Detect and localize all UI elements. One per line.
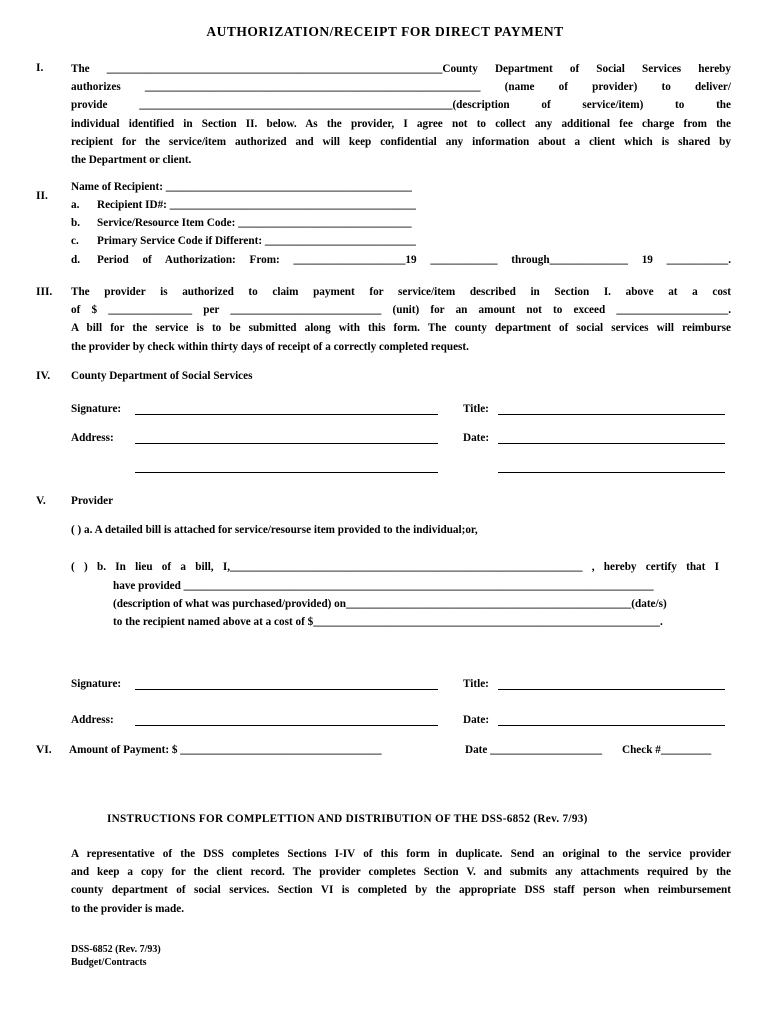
option-b-line-1: ( ) b. In lieu of a bill, I,_______________________________________________________________ , hereby certify that I bbox=[71, 561, 719, 573]
section-3-line-1: The provider is authorized to claim payment for service/item described in Section I. above at a cost bbox=[71, 286, 731, 298]
provider-title-line[interactable] bbox=[498, 689, 725, 690]
section-3-line-2[interactable]: of $ _______________ per ___________________________ (unit) for an amount not to exceed ____________________. bbox=[71, 304, 731, 317]
check-number-field[interactable]: Check #_________ bbox=[622, 744, 712, 756]
provider-date-label: Date: bbox=[463, 714, 490, 726]
section-2-numeral: II. bbox=[36, 190, 48, 202]
section-1-line-5: recipient for the service/item authorized and will keep confidential any information about a client which is shared by bbox=[71, 135, 731, 148]
dss-address-label: Address: bbox=[71, 432, 114, 444]
option-a-checkbox[interactable]: ( ) a. A detailed bill is attached for service/resourse item provided to the individual;or, bbox=[71, 524, 478, 536]
form-number: DSS-6852 (Rev. 7/93) bbox=[71, 944, 161, 955]
provider-signature-line[interactable] bbox=[135, 689, 438, 690]
payment-date-field[interactable]: Date ____________________ bbox=[465, 744, 603, 756]
section-4-numeral: IV. bbox=[36, 370, 51, 382]
instructions-heading: INSTRUCTIONS FOR COMPLETTION AND DISTRIBUTION OF THE DSS-6852 (Rev. 7/93) bbox=[107, 813, 588, 825]
section-3-text bbox=[71, 283, 731, 356]
option-b-line-4[interactable]: to the recipient named above at a cost of $______________________________________________________________. bbox=[113, 616, 663, 628]
section-5-numeral: V. bbox=[36, 495, 46, 507]
recipient-id-field[interactable]: Recipient ID#: ____________________________________________ bbox=[97, 199, 416, 211]
section-1-line-3: provide ________________________________________________________(description of service/item) to the bbox=[71, 99, 731, 112]
item-c-letter: c. bbox=[71, 235, 79, 247]
provider-address-line[interactable] bbox=[135, 725, 438, 726]
dss-signature-label: Signature: bbox=[71, 403, 122, 415]
item-a-letter: a. bbox=[71, 199, 80, 211]
section-3-numeral: III. bbox=[36, 286, 53, 298]
provider-address-label: Address: bbox=[71, 714, 114, 726]
section-1-line-1: The ____________________________________________________________County Department of Social Services hereby bbox=[71, 63, 731, 75]
section-1-numeral: I. bbox=[36, 62, 44, 74]
option-b-line-3[interactable]: (description of what was purchased/provided) on___________________________________________________(date/s) bbox=[113, 598, 667, 610]
service-item-code-field[interactable]: Service/Resource Item Code: _______________________________ bbox=[97, 217, 412, 229]
option-b-checkbox[interactable] bbox=[71, 558, 719, 576]
authorization-period-field[interactable] bbox=[97, 251, 731, 269]
instructions-line-2: and keep a copy for the client record. The provider completes Section V. and submits any attachments required by the bbox=[71, 866, 731, 879]
item-b-letter: b. bbox=[71, 217, 81, 229]
provider-signature-label: Signature: bbox=[71, 678, 122, 690]
dss-address-line-1[interactable] bbox=[135, 443, 438, 444]
instructions-line-4: to the provider is made. bbox=[71, 902, 185, 915]
provider-date-line[interactable] bbox=[498, 725, 725, 726]
section-1-text bbox=[71, 60, 731, 169]
dss-extra-line[interactable] bbox=[498, 472, 725, 473]
section-3-line-4: the provider by check within thirty days of receipt of a correctly completed request. bbox=[71, 340, 469, 353]
instructions-text bbox=[71, 845, 731, 918]
instructions-line-3: county department of social services. Section VI is completed by the appropriate DSS staff person when reimbursement bbox=[71, 884, 731, 897]
form-department: Budget/Contracts bbox=[71, 957, 147, 968]
dss-date-label: Date: bbox=[463, 432, 490, 444]
section-3-line-3: A bill for the service is to be submitted along with this form. The county department of social services will reimburse bbox=[71, 322, 731, 335]
authorization-period-text: Period of Authorization: From: ____________________19 ____________ through______________ 19 ___________. bbox=[97, 254, 731, 266]
section-1-line-4: individual identified in Section II. below. As the provider, I agree not to collect any additional fee charge from the bbox=[71, 117, 731, 130]
provider-title-label: Title: bbox=[463, 678, 489, 690]
section-6-numeral: VI. bbox=[36, 744, 52, 756]
form-title: AUTHORIZATION/RECEIPT FOR DIRECT PAYMENT bbox=[206, 24, 564, 39]
dss-title-label: Title: bbox=[463, 403, 489, 415]
recipient-name-field[interactable]: Name of Recipient: ____________________________________________ bbox=[71, 181, 412, 193]
provider-heading: Provider bbox=[71, 495, 114, 507]
instructions-line-1: A representative of the DSS completes Sections I-IV of this form in duplicate. Send an original to the service provider bbox=[71, 848, 731, 860]
dss-signature-line[interactable] bbox=[135, 414, 438, 415]
dss-date-line[interactable] bbox=[498, 443, 725, 444]
dss-address-line-2[interactable] bbox=[135, 472, 438, 473]
item-d-letter: d. bbox=[71, 254, 81, 266]
amount-of-payment-field[interactable]: Amount of Payment: $ ____________________________________ bbox=[69, 744, 382, 756]
county-dss-heading: County Department of Social Services bbox=[71, 370, 253, 382]
dss-title-line[interactable] bbox=[498, 414, 725, 415]
section-1-line-6: the Department or client. bbox=[71, 154, 192, 167]
section-1-line-2: authorizes ____________________________________________________________ (name of provider) to deliver/ bbox=[71, 81, 731, 94]
option-b-line-2[interactable]: have provided ____________________________________________________________________________________ bbox=[113, 580, 654, 592]
primary-service-code-field[interactable]: Primary Service Code if Different: ___________________________ bbox=[97, 235, 416, 247]
